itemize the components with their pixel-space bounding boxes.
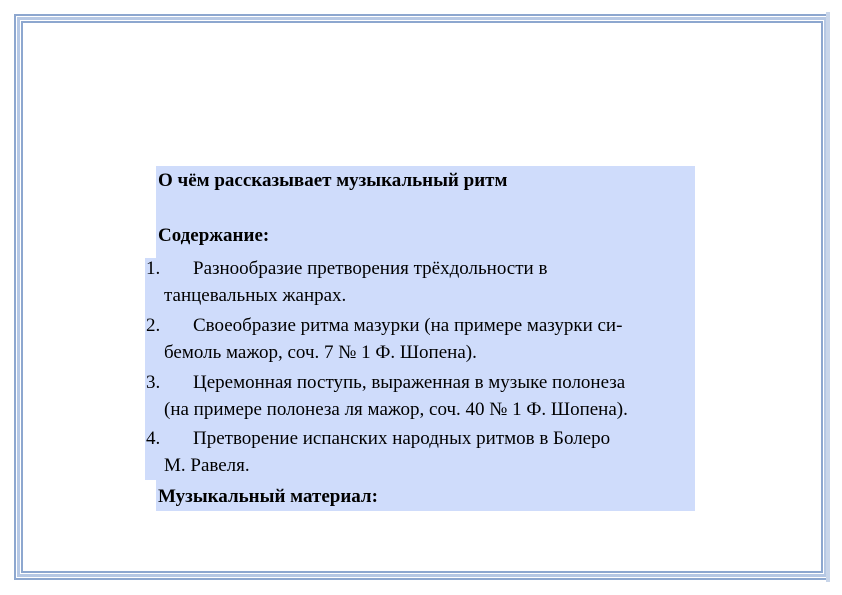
list-item-line2: М. Равеля. — [164, 455, 250, 476]
slide-title: О чём рассказывает музыкальный ритм — [158, 170, 508, 191]
list-item-line2: бемоль мажор, соч. 7 № 1 Ф. Шопена). — [164, 342, 477, 363]
list-item-line2: танцевальных жанрах. — [164, 285, 347, 306]
list-item-line1: Церемонная поступь, выраженная в музыке полонеза — [193, 372, 626, 393]
list-item-number: 4. — [146, 428, 161, 449]
list-item-line2: (на примере полонеза ля мажор, соч. 40 № 1 Ф. Шопена). — [164, 399, 628, 420]
list-item-line1: Претворение испанских народных ритмов в Болеро — [193, 428, 611, 449]
list-item-number: 1. — [146, 258, 161, 279]
list-item-number: 2. — [146, 315, 161, 336]
contents-heading: Содержание: — [158, 225, 270, 246]
list-item-number: 3. — [146, 372, 161, 393]
list-item-line1: Разнообразие претворения трёхдольности в — [193, 258, 548, 279]
slide-frame-shadow — [826, 12, 830, 582]
material-heading: Музыкальный материал: — [158, 486, 378, 507]
list-item-line1: Своеобразие ритма мазурки (на примере мазурки си- — [193, 315, 623, 336]
